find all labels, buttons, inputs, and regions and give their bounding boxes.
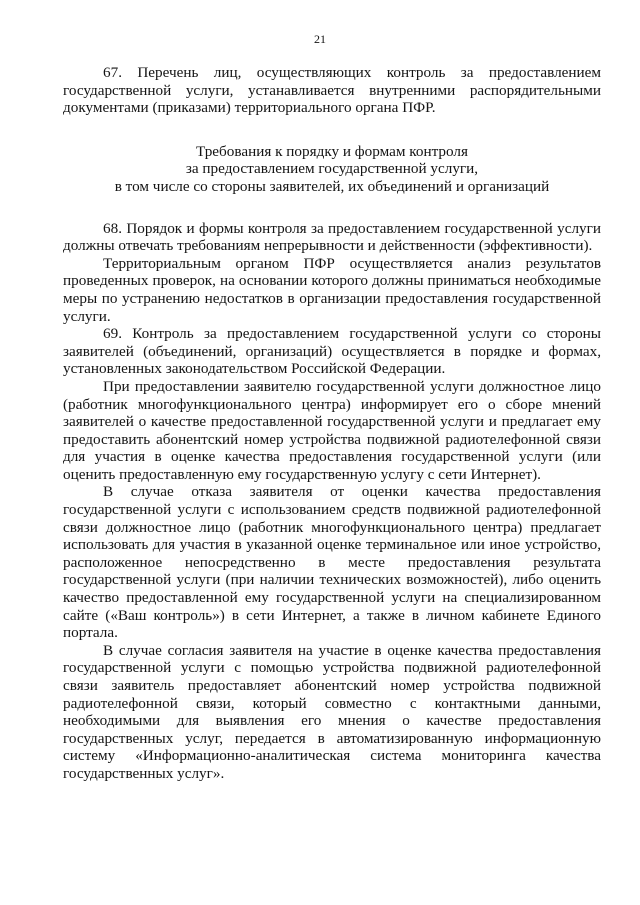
section-heading-line: за предоставлением государственной услуги,: [185, 160, 479, 178]
section-heading: [63, 143, 601, 196]
paragraph-consent: В случае согласия заявителя на участие в оценке качества предоставления государственной услуги с помощью устройства подвижной радиотелефонной связи заявитель предоставляет абонентский номер устройства подвижной радиотелефонной связи, который совместно с контактными данными, необходимыми для выявления его мнения о качестве предоставления государственных услуг, передается в автоматизированную информационную систему «Информационно-аналитическая система мониторинга качества государственных услуг».: [63, 641, 601, 782]
document-body: [63, 64, 601, 783]
paragraph-68: 68. Порядок и формы контроля за предоставлением государственной услуги должны отвечать требованиям непрерывности и действенности (эффективности).: [63, 219, 601, 255]
paragraph-67: 67. Перечень лиц, осуществляющих контроль за предоставлением государственной услуги, устанавливается внутренними распорядительными документами (приказами) территориального органа ПФР.: [63, 64, 601, 117]
paragraph-informing: При предоставлении заявителю государственной услуги должностное лицо (работник многофункционального центра) информирует его о сборе мнений заявителей о качестве предоставленной государственной услуги и предлагает ему предоставить абонентский номер устройства подвижной радиотелефонной связи для участия в оценке качества предоставления государственной услуги (или оценить предоставленную ему государственную услугу с сети Интернет).: [63, 377, 601, 483]
section-heading-line: в том числе со стороны заявителей, их объединений и организаций: [114, 177, 550, 195]
section-heading-line: Требования к порядку и формам контроля: [196, 142, 468, 160]
paragraph-69: 69. Контроль за предоставлением государственной услуги со стороны заявителей (объединений, организаций) осуществляется в порядке и формах, установленных законодательством Российской Федерации.: [63, 325, 601, 378]
paragraph-refusal: В случае отказа заявителя от оценки качества предоставления государственной услуги с использованием средств подвижной радиотелефонной связи должностное лицо (работник многофункционального центра) предлагает использовать для участия в указанной оценке терминальное или иное устройство, расположенное непосредственно в месте предоставления результата государственной услуги (при наличии технических возможностей), либо оценить качество предоставленной ему государственной услуги на специализированном сайте («Ваш контроль») в сети Интернет, а также в личном кабинете Единого портала.: [63, 483, 601, 642]
paragraph-analysis: Территориальным органом ПФР осуществляется анализ результатов проведенных проверок, на основании которого должны приниматься необходимые меры по устранению недостатков в организации предоставления государственной услуги.: [63, 254, 601, 325]
page-number: 21: [314, 32, 326, 46]
